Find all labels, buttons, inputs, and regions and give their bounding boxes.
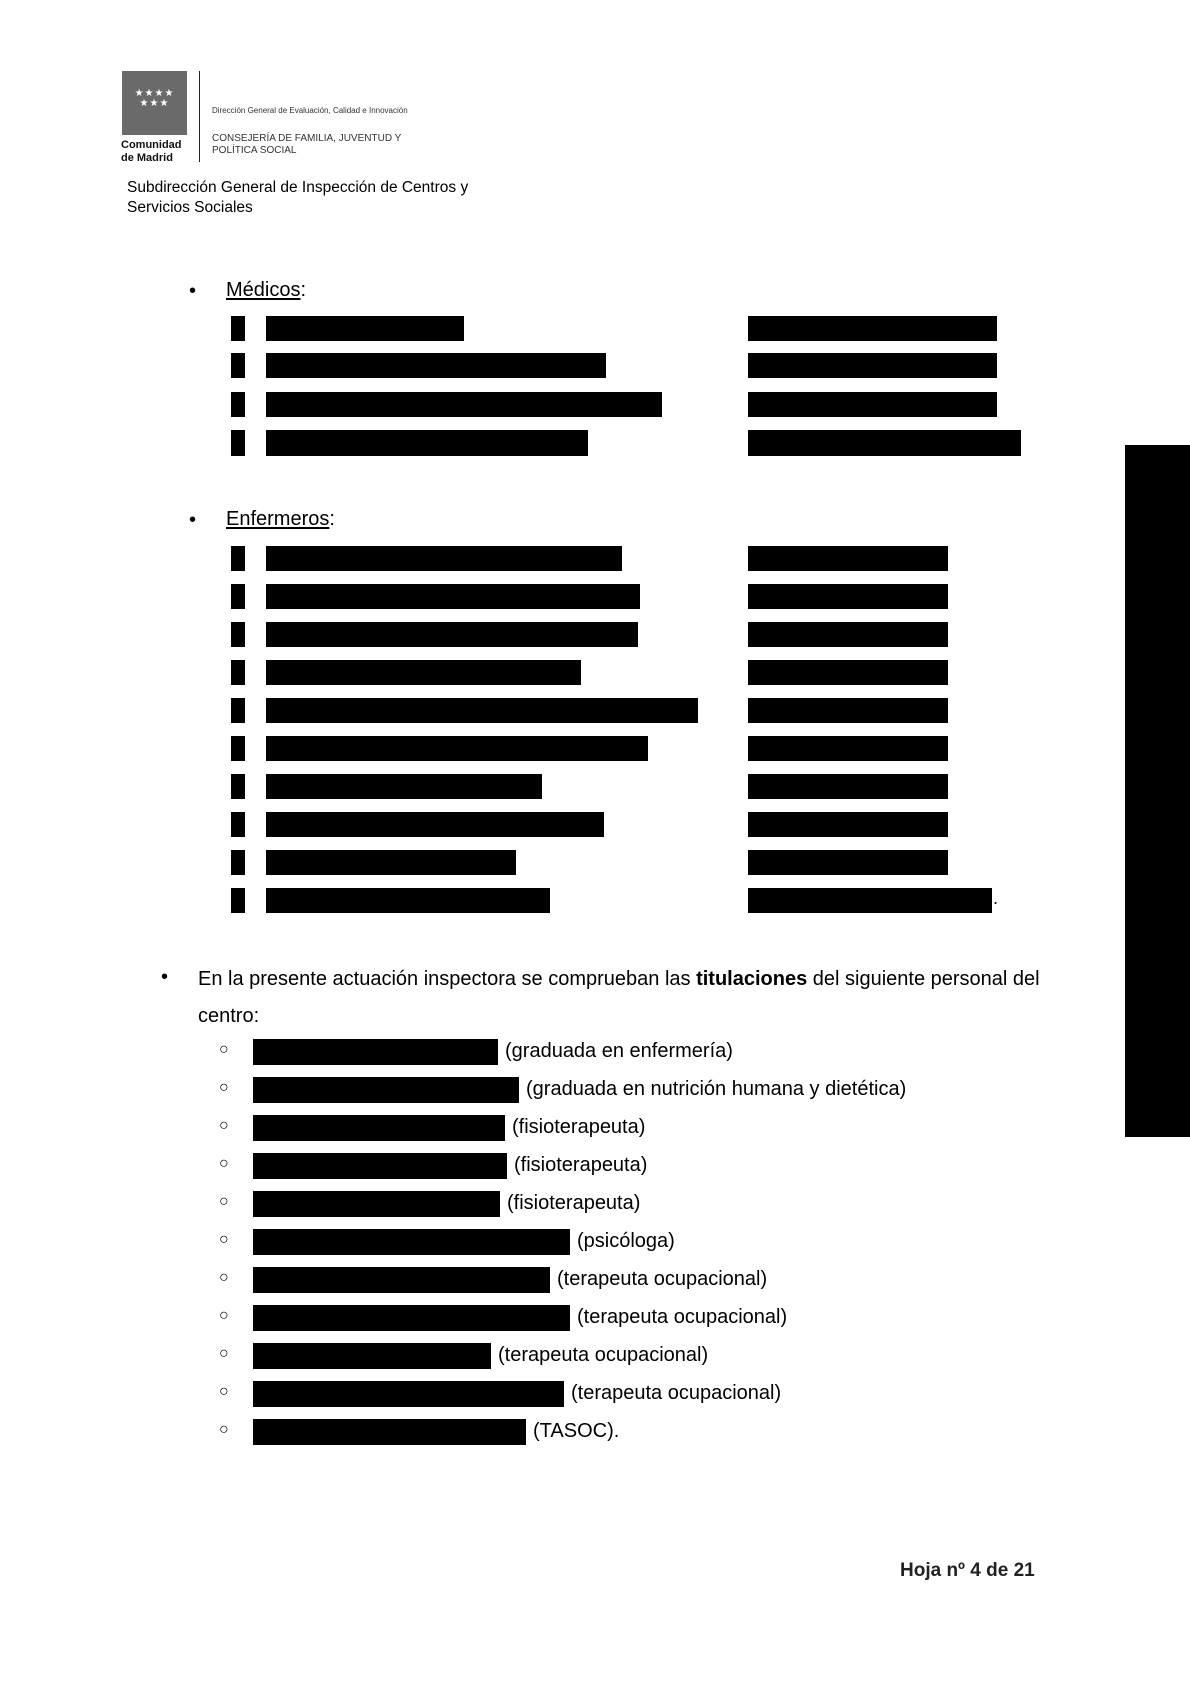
intro-text: del siguiente personal del centro:: [198, 968, 1040, 1027]
page-number: [900, 1560, 1035, 1582]
subdirectorate-name: Subdirección General de Inspección de Centros y Servicios Sociales: [127, 179, 469, 216]
medicos-label: Médicos: [226, 279, 301, 301]
colon: :: [329, 508, 335, 530]
ministry-name: CONSEJERÍA DE FAMILIA, JUVENTUD Y POLÍTICA SOCIAL: [212, 133, 402, 156]
current-page: 4: [970, 1560, 981, 1581]
redaction-block: [748, 584, 948, 609]
redaction-block: [748, 316, 997, 341]
redaction-block: [253, 1153, 507, 1179]
redaction-block: [266, 392, 662, 417]
redaction-block: [748, 622, 948, 647]
redaction-block: [266, 622, 638, 647]
redaction-block: [748, 850, 948, 875]
redaction-block: [748, 812, 948, 837]
redaction-block: [231, 430, 245, 456]
redaction-block: [253, 1229, 570, 1255]
titulacion: (terapeuta ocupacional): [557, 1268, 768, 1290]
redaction-block: [253, 1343, 491, 1369]
redaction-block: [266, 546, 622, 571]
redaction-block: [253, 1305, 570, 1331]
redaction-block: [231, 698, 245, 723]
redaction-block: [231, 353, 245, 378]
redaction-block: [748, 888, 992, 913]
circle-bullet-icon: ○: [219, 1231, 229, 1248]
redaction-block: [253, 1115, 505, 1141]
redaction-block: [748, 546, 948, 571]
bullet: •: [189, 280, 197, 302]
titulacion: (terapeuta ocupacional): [577, 1306, 788, 1328]
redaction-block: [253, 1039, 498, 1065]
redaction-block: [231, 736, 245, 761]
colon: :: [300, 279, 307, 301]
circle-bullet-icon: ○: [219, 1345, 229, 1362]
redaction-block: [266, 430, 588, 456]
redaction-block: [266, 660, 581, 685]
titulacion: (graduada en enfermería): [505, 1040, 733, 1062]
titulacion: (graduada en nutrición humana y dietética): [526, 1078, 907, 1100]
circle-bullet-icon: ○: [219, 1383, 229, 1400]
redaction-block: [266, 353, 606, 378]
redaction-block: [748, 660, 948, 685]
redaction-block: [266, 584, 640, 609]
trailing-period: .: [993, 888, 999, 908]
circle-bullet-icon: ○: [219, 1117, 229, 1134]
redaction-block: [266, 888, 550, 913]
logo-text-line2: de Madrid: [121, 152, 173, 164]
redaction-block: [231, 622, 245, 647]
circle-bullet-icon: ○: [219, 1421, 229, 1438]
medicos-heading: [226, 278, 306, 302]
intro-paragraph: [198, 961, 1098, 1035]
redaction-block: [231, 888, 245, 913]
redaction-block: [266, 812, 604, 837]
intro-bold: titulaciones: [696, 968, 808, 990]
redaction-block: [253, 1267, 550, 1293]
redaction-block: [253, 1419, 526, 1445]
redaction-block: [266, 316, 464, 341]
logo-divider: [199, 71, 200, 162]
redaction-block: [253, 1191, 500, 1217]
logo-wordmark: [121, 139, 182, 165]
redaction-block: [253, 1381, 564, 1407]
titulacion: (terapeuta ocupacional): [571, 1382, 782, 1404]
logo-stars-icon: ★★★★ ★★★: [134, 88, 175, 109]
redaction-block: [748, 392, 997, 417]
redaction-block: [231, 774, 245, 799]
bullet: •: [161, 966, 169, 988]
titulacion: (fisioterapeuta): [514, 1154, 648, 1176]
circle-bullet-icon: ○: [219, 1079, 229, 1096]
page-label: Hoja nº: [900, 1560, 971, 1581]
redaction-block: [231, 660, 245, 685]
redaction-block: [266, 698, 698, 723]
titulacion: (terapeuta ocupacional): [498, 1344, 709, 1366]
enfermeros-heading: [226, 507, 335, 531]
circle-bullet-icon: ○: [219, 1193, 229, 1210]
redaction-block: [231, 316, 245, 341]
margin-redaction-block: [1125, 445, 1190, 1137]
bullet: •: [189, 509, 197, 531]
titulacion: (TASOC).: [533, 1420, 620, 1442]
redaction-block: [748, 774, 948, 799]
circle-bullet-icon: ○: [219, 1041, 229, 1058]
titulacion: (fisioterapeuta): [512, 1116, 646, 1138]
redaction-block: [748, 698, 948, 723]
circle-bullet-icon: ○: [219, 1269, 229, 1286]
redaction-block: [231, 392, 245, 417]
titulacion: (fisioterapeuta): [507, 1192, 641, 1214]
intro-text: En la presente actuación inspectora se comprueban las: [198, 968, 697, 990]
redaction-block: [231, 584, 245, 609]
redaction-block: [231, 546, 245, 571]
redaction-block: [748, 736, 948, 761]
redaction-block: [253, 1077, 519, 1103]
circle-bullet-icon: ○: [219, 1307, 229, 1324]
titulacion: (psicóloga): [577, 1230, 675, 1252]
redaction-block: [266, 850, 516, 875]
directorate-name: Dirección General de Evaluación, Calidad e Innovación: [212, 106, 408, 115]
redaction-block: [266, 736, 648, 761]
logo-text-line1: Comunidad: [121, 139, 182, 151]
page-separator: de: [980, 1560, 1014, 1581]
enfermeros-label: Enfermeros: [226, 508, 330, 530]
redaction-block: [266, 774, 542, 799]
redaction-block: [748, 353, 997, 378]
total-pages: 21: [1013, 1560, 1035, 1581]
redaction-block: [231, 812, 245, 837]
circle-bullet-icon: ○: [219, 1155, 229, 1172]
redaction-block: [231, 850, 245, 875]
redaction-block: [748, 430, 1021, 456]
